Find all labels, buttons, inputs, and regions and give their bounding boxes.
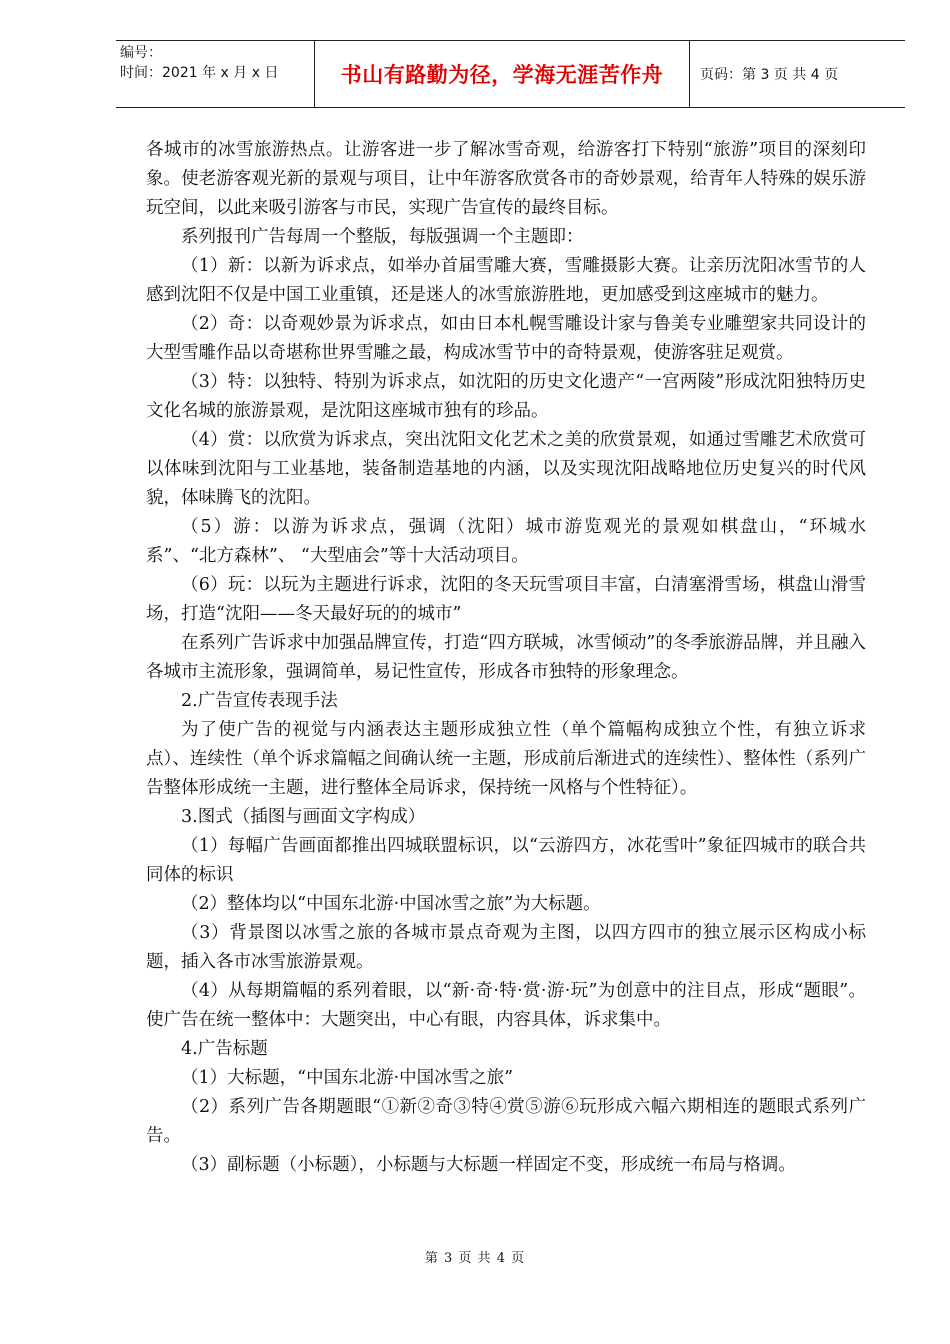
document-body: [146, 136, 866, 1180]
paragraph: （3）背景图以冰雪之旅的各城市景点奇观为主图，以四方四市的独立展示区构成小标题，插入各市冰雪旅游景观。: [146, 923, 866, 972]
paragraph: 2.广告宣传表现手法: [181, 691, 338, 711]
paragraph: （1）每幅广告画面都推出四城联盟标识，以“云游四方，冰花雪叶”象征四城市的联合共同体的标识: [146, 836, 866, 885]
paragraph: 4.广告标题: [181, 1039, 268, 1059]
paragraph: （2）整体均以“中国东北游·中国冰雪之旅”为大标题。: [181, 894, 601, 914]
number-label: 编号：: [120, 45, 162, 61]
paragraph: （1）大标题，“中国东北游·中国冰雪之旅”: [181, 1068, 514, 1088]
paragraph: （3）副标题（小标题），小标题与大标题一样固定不变，形成统一布局与格调。: [181, 1155, 796, 1175]
paragraph: （2）奇：以奇观妙景为诉求点，如由日本札幌雪雕设计家与鲁美专业雕塑家共同设计的大型雪雕作品以奇堪称世界雪雕之最，构成冰雪节中的奇特景观，使游客驻足观赏。: [146, 314, 866, 363]
paragraph: （2）系列广告各期题眼“①新②奇③特④赏⑤游⑥玩形成六幅六期相连的题眼式系列广告。: [146, 1097, 866, 1146]
paragraph: 在系列广告诉求中加强品牌宣传，打造“四方联城，冰雪倾动”的冬季旅游品牌，并且融入各城市主流形象，强调简单，易记性宣传，形成各市独特的形象理念。: [146, 633, 866, 682]
paragraph: 为了使广告的视觉与内涵表达主题形成独立性（单个篇幅构成独立个性，有独立诉求点）、连续性（单个诉求篇幅之间确认统一主题，形成前后渐进式的连续性）、整体性（系列广告整体形成统一主题，进行整体全局诉求，保持统一风格与个性特征）。: [146, 720, 866, 798]
header-meta: [120, 43, 320, 83]
paragraph: 3.图式（插图与画面文字构成）: [181, 807, 426, 827]
header-page-label: 页码：第 3 页 共 4 页: [700, 67, 839, 83]
paragraph: （4）赏：以欣赏为诉求点，突出沈阳文化艺术之美的欣赏景观，如通过雪雕艺术欣赏可以体味到沈阳与工业基地，装备制造基地的内涵，以及实现沈阳战略地位历史复兴的时代风貌，体味腾飞的沈阳。: [146, 430, 866, 508]
paragraph: （4）从每期篇幅的系列着眼，以“新·奇·特·赏·游·玩”为创意中的注目点，形成“题眼”。使广告在统一整体中：大题突出，中心有眼，内容具体，诉求集中。: [146, 981, 866, 1030]
header-motto: 书山有路勤为径，学海无涯苦作舟: [314, 41, 690, 107]
page-header: [116, 40, 905, 108]
paragraph: （6）玩：以玩为主题进行诉求，沈阳的冬天玩雪项目丰富，白清塞滑雪场，棋盘山滑雪场，打造“沈阳——冬天最好玩的的城市”: [146, 575, 866, 624]
paragraph: 系列报刊广告每周一个整版，每版强调一个主题即：: [181, 227, 584, 247]
time-label: 时间：2021 年 x 月 x 日: [120, 65, 279, 81]
paragraph: （1）新：以新为诉求点，如举办首届雪雕大赛，雪雕摄影大赛。让亲历沈阳冰雪节的人感到沈阳不仅是中国工业重镇，还是迷人的冰雪旅游胜地，更加感受到这座城市的魅力。: [146, 256, 866, 305]
paragraph: 各城市的冰雪旅游热点。让游客进一步了解冰雪奇观，给游客打下特别“旅游”项目的深刻印象。使老游客观光新的景观与项目，让中年游客欣赏各市的奇妙景观，给青年人特殊的娱乐游玩空间，以此来吸引游客与市民，实现广告宣传的最终目标。: [146, 140, 866, 218]
paragraph: （5）游：以游为诉求点，强调（沈阳）城市游览观光的景观如棋盘山，“环城水系”、“北方森林”、 “大型庙会”等十大活动项目。: [146, 517, 866, 566]
paragraph: （3）特：以独特、特别为诉求点，如沈阳的历史文化遗产“一宫两陵”形成沈阳独特历史文化名城的旅游景观，是沈阳这座城市独有的珍品。: [146, 372, 866, 421]
page-footer: 第 3 页 共 4 页: [424, 1251, 526, 1266]
